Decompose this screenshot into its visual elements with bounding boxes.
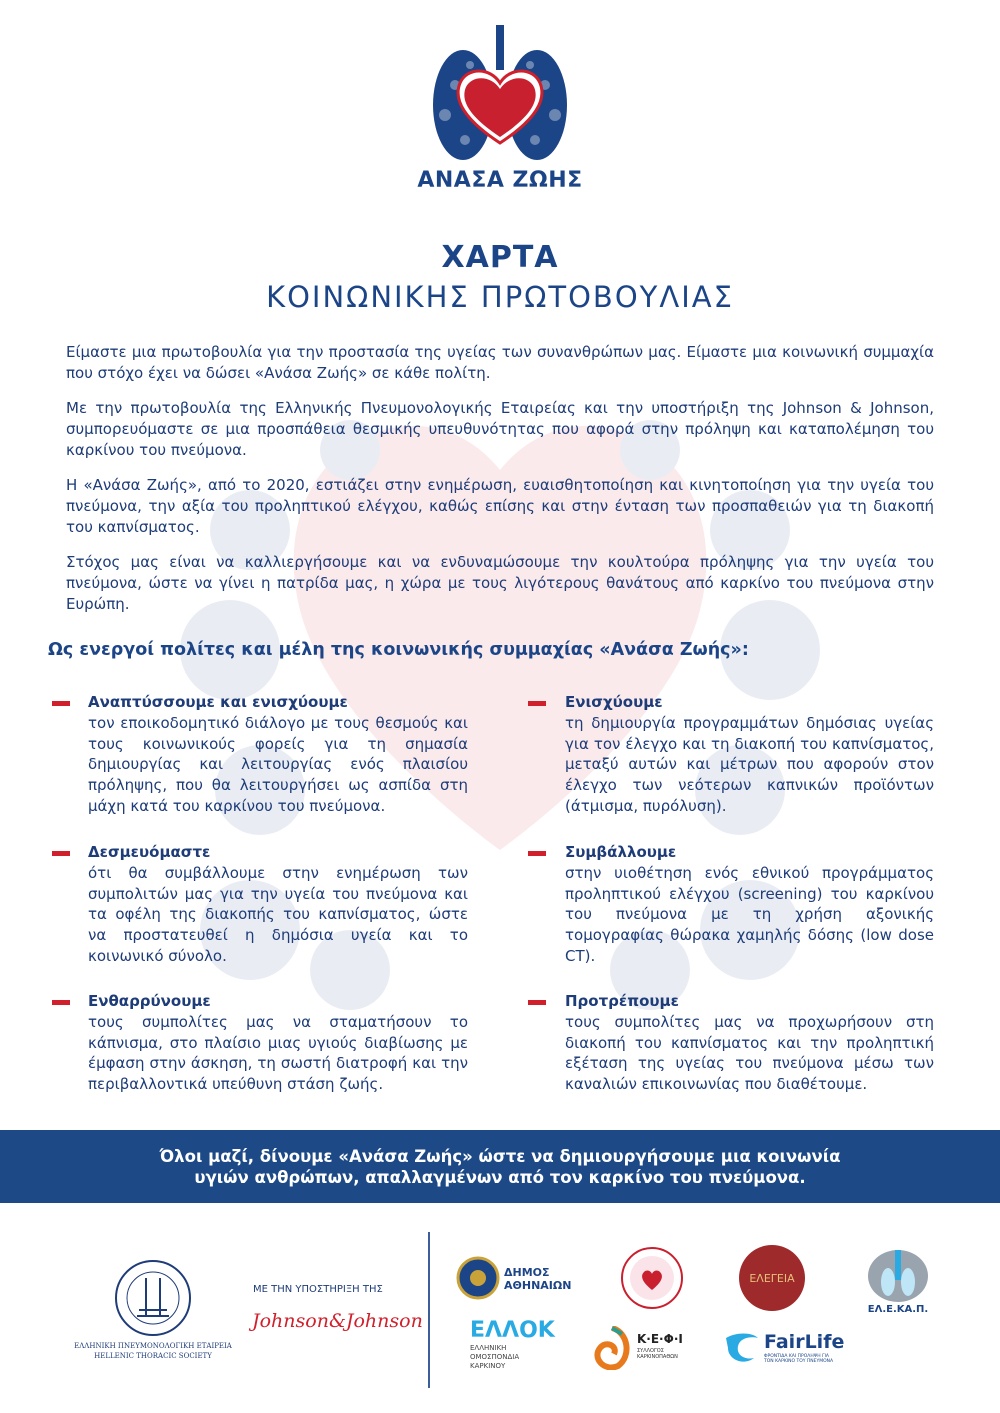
commitments-heading: Ως ενεργοί πολίτες και μέλη της κοινωνικής συμμαχίας «Ανάσα Ζωής»:: [48, 640, 749, 660]
commitment-item: [565, 692, 934, 817]
kefi-name: Κ·Ε·Φ·Ι: [637, 1332, 683, 1346]
bullet-dash: [52, 851, 70, 856]
commitment-title: Δεσμευόμαστε: [88, 843, 211, 861]
commitment-title: Συμβάλλουμε: [565, 843, 677, 861]
ellok-logo: ΕΛΛΟΚ: [470, 1318, 555, 1343]
page-subtitle: ΚΟΙΝΩΝΙΚΗΣ ΠΡΩΤΟΒΟΥΛΙΑΣ: [266, 280, 734, 314]
hts-name-greek: ΕΛΛΗΝΙΚΗ ΠΝΕΥΜΟΝΟΛΟΓΙΚΗ ΕΤΑΙΡΕΙΑ: [74, 1342, 232, 1350]
bullet-dash: [528, 851, 546, 856]
commitment-text: τη δημιουργία προγραμμάτων δημόσιας υγείας για τον έλεγχο και τη διακοπή του καπνίσματος, μεταξύ αυτών και μέτρων που αφορούν στον έλεγχο των νεότερων καπνικών προϊόντων (άτμισμα, πυρόλυση).: [565, 713, 934, 815]
bullet-dash: [52, 701, 70, 706]
intro-paragraph: Στόχος μας είναι να καλλιεργήσουμε και να ενδυναμώσουμε την κουλτούρα πρόληψης για την υγεία του πνεύμονα, ώστε να γίνει η πατρίδα μας, η χώρα με τους λιγότερους θανάτους από καρκίνο του πνεύμονα στην Ευρώπη.: [66, 553, 934, 613]
closing-banner: [0, 1130, 1000, 1203]
support-label: ΜΕ ΤΗΝ ΥΠΟΣΤΗΡΙΞΗ ΤΗΣ: [253, 1284, 383, 1295]
commitment-item: [88, 692, 468, 817]
bullet-dash: [528, 1000, 546, 1005]
commitment-item: [88, 991, 468, 1095]
commitment-item: [565, 842, 934, 967]
commitment-text: στην υιοθέτηση ενός εθνικού προγράμματος προληπτικού ελέγχου (screening) του καρκίνου του πνεύμονα με τη χρήση αξονικής τομογραφίας θώρακα χαμηλής δόσης (low dose CT).: [565, 863, 934, 965]
hts-seal-logo: [113, 1258, 193, 1338]
brand-name: ΑΝΑΣΑ ΖΩΗΣ: [417, 168, 583, 193]
elegeia-logo: [738, 1244, 806, 1312]
intro-paragraph: Με την πρωτοβουλία της Ελληνικής Πνευμονολογικής Εταιρείας και την υποστήριξη της Johnson & Johnson, συμπορευόμαστε σε μια προσπάθεια θεσμικής υπευθυνότητας που αφορά στην πρόληψη και καταπολέμηση του καρκίνου του πνεύμονα.: [66, 399, 934, 459]
johnson-johnson-logo: Johnson&Johnson: [252, 1310, 423, 1332]
athens-municipality-name: ΔΗΜΟΣ ΑΘΗΝΑΙΩΝ: [504, 1266, 572, 1292]
elekap-lungs-logo: [858, 1240, 938, 1304]
commitment-text: τους συμπολίτες μας να προχωρήσουν στη διακοπή του καπνίσματος και την προληπτική εξέταση της υγείας του πνεύμονα μέσω των καναλιών επικοινωνίας που διαθέτουμε.: [565, 1012, 934, 1094]
banner-line: υγιών ανθρώπων, απαλλαγμένων από τον καρκίνο του πνεύμονα.: [194, 1168, 806, 1187]
elegeia-text: ΕΛΕΓΕΙΑ: [749, 1272, 795, 1285]
commitment-title: Ενισχύουμε: [565, 693, 663, 711]
ellok-subtitle: ΕΛΛΗΝΙΚΗ ΟΜΟΣΠΟΝΔΙΑ ΚΑΡΚΙΝΟΥ: [470, 1344, 520, 1370]
intro-text: [66, 342, 934, 629]
footer-divider: [428, 1232, 430, 1388]
fairlife-name: FairLife: [764, 1331, 845, 1353]
commitment-title: Αναπτύσσουμε και ενισχύουμε: [88, 693, 348, 711]
kefi-shell-logo: [592, 1326, 632, 1370]
commitment-text: τους συμπολίτες μας να σταματήσουν το κάπνισμα, στο πλαίσιο μιας υγιούς διαβίωσης με έμφαση στην άσκηση, τη σωστή διατροφή και την περιβαλλοντικά υπεύθυνη στάση ζωής.: [88, 1012, 468, 1094]
bullet-dash: [528, 701, 546, 706]
page-title: ΧΑΡΤΑ: [441, 240, 559, 275]
elekap-name: ΕΛ.Ε.ΚΑ.Π.: [867, 1304, 929, 1315]
intro-paragraph: Είμαστε μια πρωτοβουλία για την προστασία της υγείας των συνανθρώπων μας. Είμαστε μια κοινωνική συμμαχία που στόχο έχει να δώσει «Ανάσα Ζωής» σε κάθε πολίτη.: [66, 343, 934, 382]
kefi-subtitle: ΣΥΛΛΟΓΟΣ ΚΑΡΚΙΝΟΠΑΘΩΝ: [637, 1348, 678, 1360]
commitment-text: τον εποικοδομητικό διάλογο με τους θεσμούς και τους κοινωνικούς φορείς για τη σημασία δημιουργίας και λειτουργίας ενός πλαισίου πρόληψης, που θα λειτουργήσει ως ασπίδα στη μάχη κατά του καρκίνου του πνεύμονα.: [88, 713, 468, 815]
hts-name-english: HELLENIC THORACIC SOCIETY: [94, 1352, 212, 1360]
commitment-item: [88, 842, 468, 967]
commitment-text: ότι θα συμβάλλουμε στην ενημέρωση των συμπολιτών μας για την υγεία του πνεύμονα και τα οφέλη της διακοπής του καπνίσματος, ώστε να προστατευθεί η δημόσια υγεία και το κοινωνικό σύνολο.: [88, 863, 468, 965]
fairlife-swirl-logo: [722, 1330, 762, 1364]
intro-paragraph: Η «Ανάσα Ζωής», από το 2020, εστιάζει στην ενημέρωση, ευαισθητοποίηση και κινητοποίηση για την υγεία του πνεύμονα, την αξία του προληπτικού ελέγχου, καθώς επίσης και στην ένταση των προσπαθειών για τη διακοπή του καπνίσματος.: [66, 476, 934, 536]
banner-line: Όλοι μαζί, δίνουμε «Ανάσα Ζωής» ώστε να δημιουργήσουμε μια κοινωνία: [159, 1147, 841, 1166]
commitment-title: Ενθαρρύνουμε: [88, 992, 211, 1010]
commitment-item: [565, 991, 934, 1095]
fairlife-subtitle: ΦΡΟΝΤΙΔΑ ΚΑΙ ΠΡΟΛΗΨΗ ΓΙΑ ΤΟΝ ΚΑΡΚΙΝΟ ΤΟΥ ΠΝΕΥΜΟΝΑ: [764, 1354, 834, 1364]
lungs-heart-icon: [425, 25, 575, 165]
athens-municipality-emblem: [456, 1256, 500, 1300]
lung-society-seal-logo: [620, 1246, 684, 1310]
bullet-dash: [52, 1000, 70, 1005]
commitment-title: Προτρέπουμε: [565, 992, 679, 1010]
